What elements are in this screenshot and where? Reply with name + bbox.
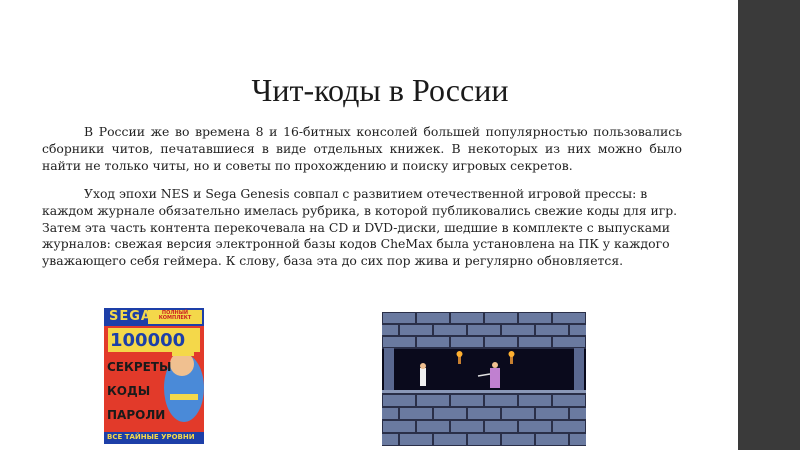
book-logo: SEGA — [109, 309, 152, 324]
right-sidebar-bar — [738, 0, 800, 450]
book-line-codes: КОДЫ — [107, 384, 151, 398]
book-line-secrets: СЕКРЕТЫ — [107, 360, 172, 374]
book-number: 100000 — [110, 330, 186, 351]
cheat-book-cover-image — [104, 308, 204, 444]
book-cover-art — [104, 308, 204, 444]
game-screenshot-image — [382, 312, 586, 446]
game-scene-art — [382, 312, 586, 446]
slide-title: Чит-коды в России — [251, 72, 509, 108]
paragraph-1: В России же во времена 8 и 16-битных консолей большей популярностью пользовались сборники читов, печатавшиеся в виде отдельных книжек. В некоторых из них можно было найти не только читы, но и советы по прохождению и поиску игровых секретов. — [42, 124, 682, 173]
paragraph-2: Уход эпохи NES и Sega Genesis совпал с развитием отечественной игровой прессы: в каждом журнале обязательно имелась рубрика, в которой публиковались свежие коды для игр. Затем эта часть контента перекочевала на CD и DVD-диски, шедшие в комплекте с выпусками журналов: свежая версия электронной базы кодов CheMax была установлена на ПК у каждого уважающего себя геймера. К слову, база эта до сих пор жива и регулярно обновляется. — [42, 186, 678, 269]
book-line-passwords: ПАРОЛИ — [107, 408, 166, 422]
book-bottom-text: ВСЕ ТАЙНЫЕ УРОВНИ — [107, 433, 195, 441]
book-badge: ПОЛНЫЙ КОМПЛЕКТ — [158, 310, 192, 321]
